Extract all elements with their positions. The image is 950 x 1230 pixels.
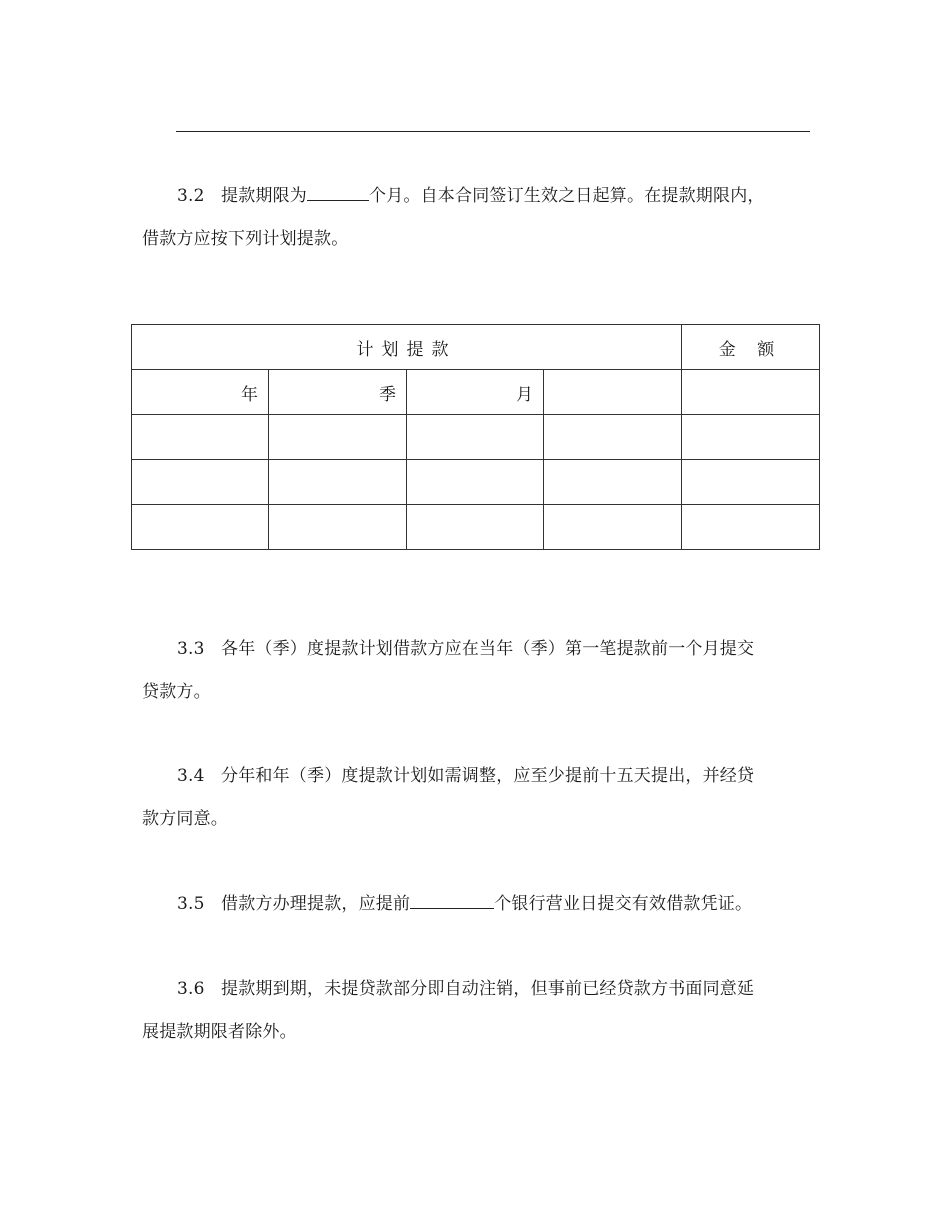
months-blank-field[interactable] — [307, 182, 369, 201]
table-cell[interactable] — [132, 505, 269, 550]
section-text: 个银行营业日提交有效借款凭证。 — [494, 894, 753, 914]
section-number: 3.6 — [177, 979, 205, 999]
header-plan-cell: 计划提款 — [132, 325, 682, 370]
section-text: 款方同意。 — [142, 809, 228, 829]
table-cell[interactable] — [682, 505, 820, 550]
table-cell[interactable] — [407, 505, 544, 550]
header-rule — [176, 131, 810, 132]
table-row — [132, 505, 820, 550]
section-text: 展提款期限者除外。 — [142, 1022, 297, 1042]
table-cell[interactable] — [269, 460, 407, 505]
business-days-blank-field[interactable] — [410, 890, 494, 909]
table-cell[interactable] — [132, 415, 269, 460]
section-text: 借款方办理提款，应提前 — [221, 894, 411, 914]
col-season-cell: 季 — [269, 370, 407, 415]
table-cell[interactable] — [407, 460, 544, 505]
section-3-5 — [142, 883, 812, 926]
section-text: 提款期到期，未提贷款部分即自动注销，但事前已经贷款方书面同意延 — [221, 979, 755, 999]
section-text: 个月。自本合同签订生效之日起算。在提款期限内， — [369, 186, 765, 206]
table-cell[interactable] — [544, 370, 682, 415]
col-year-cell: 年 — [132, 370, 269, 415]
section-number: 3.2 — [177, 186, 205, 206]
table-cell[interactable] — [544, 415, 682, 460]
section-number: 3.5 — [177, 894, 205, 914]
table-cell[interactable] — [682, 460, 820, 505]
col-month-cell: 月 — [407, 370, 544, 415]
header-amount-cell: 金 额 — [682, 325, 820, 370]
section-3-6 — [142, 968, 812, 1054]
section-text: 贷款方。 — [142, 682, 211, 702]
table-cell[interactable] — [682, 415, 820, 460]
section-3-2 — [142, 175, 812, 261]
section-text: 提款期限为 — [221, 186, 307, 206]
table-row — [132, 415, 820, 460]
table-cell[interactable] — [269, 415, 407, 460]
section-3-3 — [142, 628, 812, 714]
section-number: 3.4 — [177, 766, 205, 786]
section-3-4 — [142, 755, 812, 841]
table-cell[interactable] — [544, 505, 682, 550]
table-cell[interactable] — [269, 505, 407, 550]
table-cell[interactable] — [407, 415, 544, 460]
table-subheader-row — [132, 370, 820, 415]
table-cell[interactable] — [132, 460, 269, 505]
withdrawal-plan-table — [131, 324, 820, 550]
section-text: 分年和年（季）度提款计划如需调整，应至少提前十五天提出，并经贷 — [221, 766, 755, 786]
table-row — [132, 460, 820, 505]
section-text: 借款方应按下列计划提款。 — [142, 229, 349, 249]
table-header-row — [132, 325, 820, 370]
table-cell[interactable] — [544, 460, 682, 505]
table-cell[interactable] — [682, 370, 820, 415]
section-text: 各年（季）度提款计划借款方应在当年（季）第一笔提款前一个月提交 — [221, 639, 755, 659]
section-number: 3.3 — [177, 639, 205, 659]
